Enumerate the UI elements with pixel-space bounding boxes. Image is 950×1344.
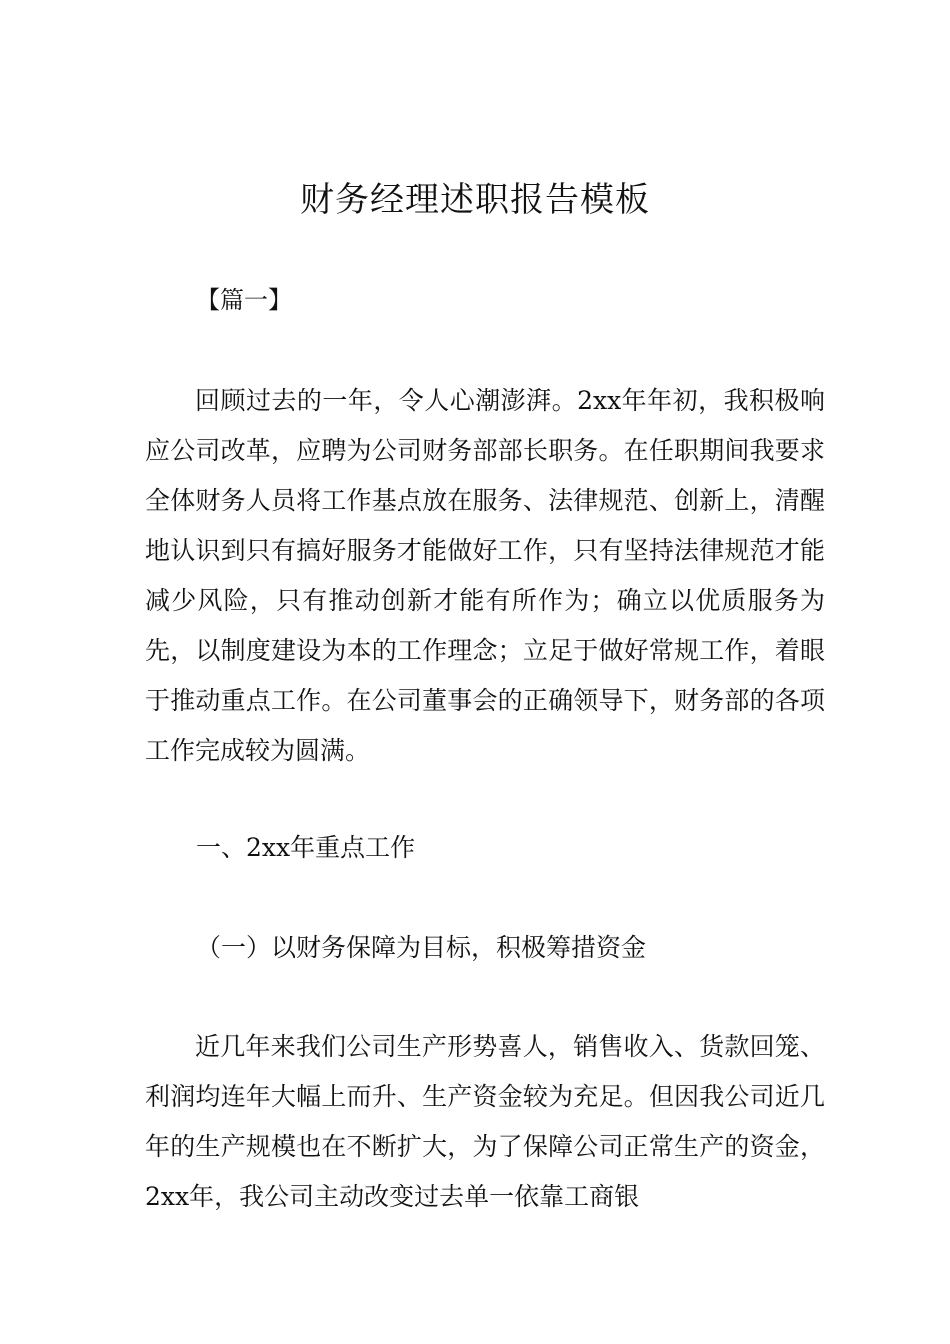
- subsection-heading: （一）以财务保障为目标，积极筹措资金: [196, 933, 647, 962]
- paragraph-funding: 近几年来我们公司生产形势喜人，销售收入、货款回笼、利润均连年大幅上而升、生产资金较为充足。但因我公司近几年的生产规模也在不断扩大，为了保障公司正常生产的资金，2xx年，我公司主动改变过去单一依靠工商银: [145, 1032, 825, 1211]
- document-title: 财务经理述职报告模板: [300, 180, 650, 220]
- part-label: 【篇一】: [196, 286, 292, 314]
- section-heading: 一、2xx年重点工作: [196, 833, 416, 862]
- paragraph-intro: 回顾过去的一年，令人心潮澎湃。2xx年年初，我积极响应公司改革，应聘为公司财务部部长职务。在任职期间我要求全体财务人员将工作基点放在服务、法律规范、创新上，清醒地认识到只有搞好服务才能做好工作，只有坚持法律规范才能减少风险，只有推动创新才能有所作为；确立以优质服务为先，以制度建设为本的工作理念；立足于做好常规工作，着眼于推动重点工作。在公司董事会的正确领导下，财务部的各项工作完成较为圆满。: [145, 386, 825, 765]
